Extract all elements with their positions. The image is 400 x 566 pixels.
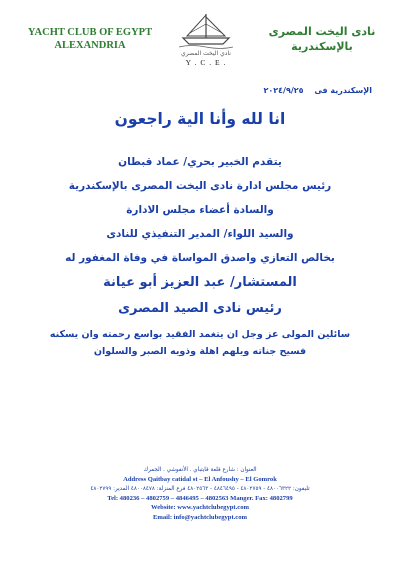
date-label: الإسكندرية فى <box>314 86 372 95</box>
deceased-name: المستشار/ عبد العزيز أبو عيانة <box>103 275 297 290</box>
deceased-title: رئيس نادى الصيد المصرى <box>118 301 282 316</box>
footer-phones-arabic: تليفون: ٤٨٠٠٦٣٢٢ - ٤٨٠٢٧٥٩ - ٤٨٤٦٤٩٥ - ٤٨٠٢٥٦٣ فرع المنزلة: ٤٨٠٠٨٤٧٨ المدير: ٤٨٠٢٧٩٩ <box>90 485 310 492</box>
footer-phones-english: Tel: 480236 – 4802759 – 4846495 – 4802563 Manger. Fax: 4802799 <box>107 494 293 502</box>
date-value: ٢٠٢٤/٩/٢٥ <box>263 86 304 95</box>
body-line-2: رئيس مجلس ادارة نادى اليخت المصرى بالإسكندرية <box>68 180 332 192</box>
logo-text-arabic: نادي اليخت المصري <box>181 50 231 57</box>
footer-website: Website: www.yachtclubegypt.com <box>151 504 249 511</box>
letter-title: انا لله وأنا الية راجعون <box>114 110 286 128</box>
prayer-line-2: فسيح جناته ويلهم اهلة وذويه الصبر والسلوان <box>93 346 307 357</box>
body-line-5: بخالص التعازي واصدق المواساة في وفاة المغفور له <box>65 252 335 264</box>
club-logo <box>168 10 244 70</box>
letterhead-footer <box>20 466 380 522</box>
club-name-en-line1: YACHT CLUB OF EGYPT <box>27 27 153 38</box>
date-line <box>0 86 372 95</box>
footer-email: Email: info@yachtclubegypt.com <box>152 513 248 521</box>
yacht-logo-icon <box>171 10 241 50</box>
club-name-ar-line2: بالإسكندرية <box>291 40 353 53</box>
prayer-line-1: سائلين المولى عز وجل ان يتغمد الفقيد بواسع رحمته وان يسكنه <box>49 329 351 340</box>
footer-address-english: Address Qaitbay catidal st – El Anfoushy – El Gomrok <box>123 476 277 483</box>
condolence-body <box>20 108 380 360</box>
logo-text-english: Y . C . E . <box>185 58 227 67</box>
club-name-en-line2: ALEXANDRIA <box>54 40 126 51</box>
footer-address-arabic: العنوان : شارع قلعة قايتباي . الأنفوشي . الجمرك <box>143 467 257 473</box>
club-name-ar-line1: نادى اليخت المصرى <box>268 25 376 38</box>
club-name-arabic <box>262 24 382 54</box>
body-line-3: والسادة أعضاء مجلس الادارة <box>126 204 274 216</box>
body-line-1: يتقدم الخبير بحري/ عماد قبطان <box>118 156 282 168</box>
club-name-english <box>20 26 160 52</box>
body-line-4: والسيد اللواء/ المدير التنفيذي للنادى <box>106 228 294 240</box>
